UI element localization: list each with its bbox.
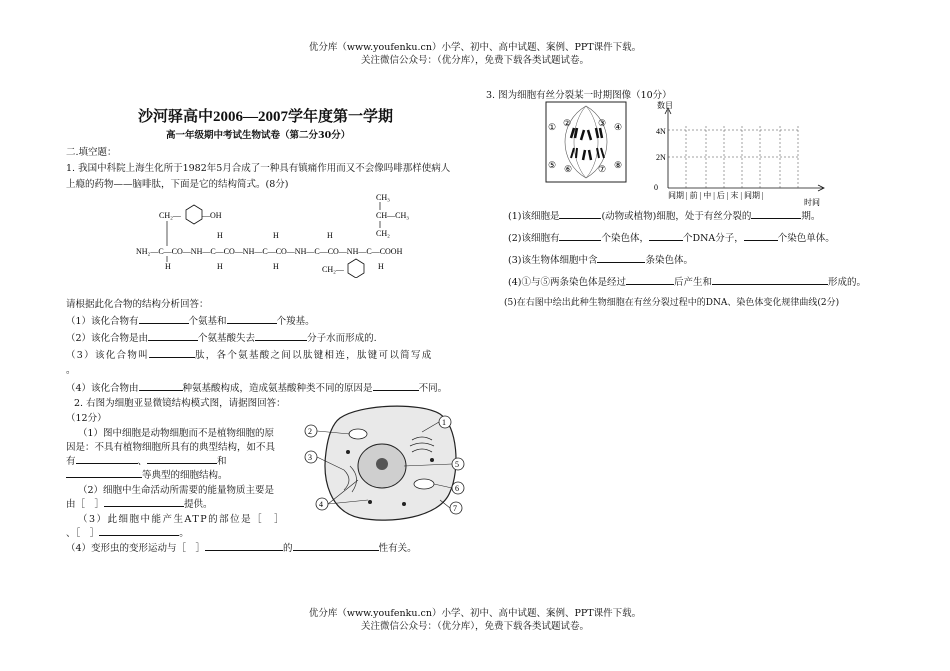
graph-tick-4n: 4N bbox=[656, 127, 666, 136]
mitosis-label-7: ⑦ bbox=[598, 164, 607, 174]
nucleolus bbox=[376, 458, 388, 470]
q1-s1-c: 个羧基。 bbox=[276, 316, 315, 327]
q2-s4 bbox=[66, 540, 417, 554]
graph-x-label: 时间 bbox=[804, 198, 820, 206]
q2-s1-d bbox=[66, 467, 228, 481]
q1-s1-blank2[interactable] bbox=[227, 323, 277, 324]
mitosis-label-2: ② bbox=[563, 118, 572, 128]
q2-s3-b-a: 、［ ］ bbox=[66, 528, 100, 539]
q3-s1-c: 期。 bbox=[801, 211, 821, 222]
q1-s2-a: （2）该化合物是由 bbox=[66, 333, 149, 344]
q1-sub3 bbox=[66, 347, 433, 361]
mitosis-label-6: ⑥ bbox=[564, 164, 573, 174]
benzene-ring-1 bbox=[186, 205, 202, 224]
exam-subtitle: 高一年级期中考试生物试卷（第二分30分） bbox=[166, 130, 351, 141]
q1-s1-blank1[interactable] bbox=[139, 323, 189, 324]
q1-s3-b: 肽，各个氨基酸之间以肽键相连，肽键可以简写成 bbox=[194, 350, 433, 361]
graph-tick-2n: 2N bbox=[656, 153, 666, 162]
footer-line-2: 关注微信公众号：（优分库），免费下载各类试题试卷。 bbox=[360, 621, 589, 632]
mitosis-label-1: ① bbox=[548, 122, 557, 132]
q3-s1-b: (动物或植物)细胞，处于有丝分裂的 bbox=[601, 211, 752, 222]
q3-s1-a: (1)该细胞是 bbox=[508, 211, 560, 222]
formula-r4: CH₂— bbox=[322, 265, 344, 274]
q1-s4-a: （4）该化合物由 bbox=[66, 383, 139, 394]
q2-s3-b bbox=[66, 525, 189, 539]
q2-s4-c: 性有关。 bbox=[378, 543, 417, 554]
cell-label-6: 6 bbox=[455, 484, 459, 493]
q3-s3-b: 条染色体。 bbox=[645, 255, 693, 266]
mitosis-label-4: ④ bbox=[614, 122, 623, 132]
q3-sub1 bbox=[508, 208, 820, 222]
q2-s1-b: 因是：不具有植物细胞所具有的典型结构，如不具 bbox=[66, 442, 276, 453]
q2-s1-c-c: 和 bbox=[217, 456, 227, 467]
header-line-1: 优分库（www.youfenku.cn）小学、初中、高中试题、案例、PPT课件下载。 bbox=[308, 42, 642, 53]
q1-sub1 bbox=[66, 313, 315, 327]
q3-s3-a: (3)该生物体细胞中含 bbox=[508, 255, 598, 266]
q2-intro-b: （12分） bbox=[66, 413, 107, 424]
mitosis-cell-image bbox=[544, 100, 628, 184]
q1-s4-c: 不同。 bbox=[418, 383, 448, 394]
q1-s3-blank1[interactable] bbox=[149, 357, 195, 358]
q1-s4-b: 种氨基酸构成，造成氨基酸种类不同的原因是 bbox=[182, 383, 373, 394]
formula-h5-bot: H bbox=[378, 262, 384, 271]
q1-intro-b: 上瘾的药物——脑啡肽，下面是它的结构简式。(8分) bbox=[66, 179, 289, 190]
q2-s2-blank[interactable] bbox=[104, 506, 184, 507]
q3-intro: 3. 图为细胞有丝分裂某一时期图像（10分） bbox=[486, 90, 672, 101]
q3-s2-blank2[interactable] bbox=[649, 240, 683, 241]
q1-sub4 bbox=[66, 380, 447, 394]
graph-grid bbox=[668, 126, 798, 188]
q1-intro-a: 1. 我国中科院上海生化所于1982年5月合成了一种具有镇痛作用而又不会像吗啡那样使病人 bbox=[66, 163, 451, 174]
mitosis-cell-svg bbox=[544, 100, 628, 184]
q2-s1-c-a: 有 bbox=[66, 456, 76, 467]
q2-s2-a: （2）细胞中生命活动所需要的能量物质主要是 bbox=[78, 485, 275, 496]
q2-s1-blank3[interactable] bbox=[66, 477, 142, 478]
formula-h3-bot: H bbox=[273, 262, 279, 271]
q2-intro-a: 2. 右图为细胞亚显微镜结构模式图，请据图回答： bbox=[74, 398, 286, 409]
mitosis-label-5: ⑤ bbox=[548, 160, 557, 170]
q1-s2-blank1[interactable] bbox=[148, 340, 198, 341]
q1-s2-c: 分子水而形成的. bbox=[307, 333, 377, 344]
q3-s2-blank1[interactable] bbox=[559, 240, 601, 241]
q2-s1-blank2[interactable] bbox=[147, 463, 217, 464]
q1-s3-end: 。 bbox=[66, 365, 76, 376]
q2-s2-b-b: 提供。 bbox=[184, 499, 213, 510]
footer-line-1: 优分库（www.youfenku.cn）小学、初中、高中试题、案例、PPT课件下载。 bbox=[308, 608, 642, 619]
q2-s2-b-a: 由［ ］ bbox=[66, 499, 105, 510]
q2-s1-blank1[interactable] bbox=[76, 463, 138, 464]
q3-s4-c: 形成的。 bbox=[827, 277, 866, 288]
cell-wall bbox=[546, 102, 626, 182]
section-heading: 二.填空题： bbox=[66, 147, 117, 158]
animal-cell-diagram bbox=[300, 400, 478, 528]
q2-s1-c bbox=[66, 453, 227, 467]
graph-phase-labels: 间期 | 前 | 中 | 后 | 末 | 间期 | bbox=[668, 191, 764, 200]
q3-s1-blank1[interactable] bbox=[559, 218, 601, 219]
benzene-ring-2 bbox=[348, 259, 364, 278]
q2-s4-blank1[interactable] bbox=[205, 550, 283, 551]
q3-s2-a: (2)该细胞有 bbox=[508, 233, 560, 244]
q1-s1-a: （1）该化合物有 bbox=[66, 316, 139, 327]
animal-cell-svg bbox=[300, 400, 478, 528]
q3-s2-c: 个DNA分子， bbox=[682, 233, 744, 244]
cell-label-1: 1 bbox=[442, 418, 446, 427]
mitosis-label-3: ③ bbox=[598, 118, 607, 128]
q3-sub5: (5)在右图中绘出此种生物细胞在有丝分裂过程中的DNA、染色体变化规律曲线(2分) bbox=[504, 298, 840, 308]
q2-s4-blank2[interactable] bbox=[293, 550, 379, 551]
q3-sub3 bbox=[508, 252, 693, 266]
q1-s2-blank2[interactable] bbox=[255, 340, 307, 341]
formula-h2-bot: H bbox=[217, 262, 223, 271]
q2-s4-a: （4）变形虫的变形运动与［ ］ bbox=[66, 543, 206, 554]
q2-s3-blank[interactable] bbox=[99, 535, 179, 536]
q2-s3-a: （3）此细胞中能产生ATP的部位是［ ］ bbox=[78, 514, 286, 525]
q3-s3-blank[interactable] bbox=[597, 262, 645, 263]
cell-label-3: 3 bbox=[308, 453, 312, 462]
header-line-2: 关注微信公众号：（优分库），免费下载各类试题试卷。 bbox=[360, 55, 589, 66]
q1-s4-blank2[interactable] bbox=[373, 390, 419, 391]
formula-r5-top: CH₃ bbox=[376, 193, 390, 202]
dna-chromosome-graph bbox=[648, 96, 828, 206]
mitochondrion-1 bbox=[349, 429, 367, 439]
q3-sub2 bbox=[508, 230, 835, 244]
formula-oh: —OH bbox=[202, 211, 222, 220]
cell-label-4: 4 bbox=[319, 500, 323, 509]
mitosis-label-8: ⑧ bbox=[614, 160, 623, 170]
q2-s1-d-text: 等典型的细胞结构。 bbox=[142, 470, 228, 481]
formula-h2-top: H bbox=[217, 231, 223, 240]
peptide-structure-diagram bbox=[136, 188, 456, 278]
q1-s2-b: 个氨基酸失去 bbox=[198, 333, 256, 344]
q3-s2-b: 个染色体， bbox=[601, 233, 649, 244]
formula-h4-top: H bbox=[327, 231, 333, 240]
graph-tick-0: 0 bbox=[654, 183, 658, 192]
cell-label-5: 5 bbox=[455, 460, 459, 469]
q1-sub2 bbox=[66, 330, 377, 344]
q2-s1-c-b: 、 bbox=[137, 456, 148, 467]
q3-s2-d: 个染色单体。 bbox=[777, 233, 835, 244]
formula-h1: H bbox=[165, 262, 171, 271]
q3-s4-blank1[interactable] bbox=[626, 284, 674, 285]
graph-y-title: 数目 bbox=[657, 101, 673, 110]
q3-s1-blank2[interactable] bbox=[751, 218, 801, 219]
q3-s4-blank2[interactable] bbox=[712, 284, 828, 285]
q1-s3-a: （3）该化合物叫 bbox=[66, 350, 149, 361]
peptide-structure-svg bbox=[136, 188, 456, 278]
q3-s2-blank3[interactable] bbox=[744, 240, 778, 241]
q2-s4-b: 的 bbox=[283, 543, 293, 554]
q1-s1-b: 个氨基和 bbox=[188, 316, 227, 327]
q3-s4-a: (4)①与⑤两条染色体是经过 bbox=[508, 277, 626, 288]
q1-s4-blank1[interactable] bbox=[139, 390, 183, 391]
cell-label-2: 2 bbox=[308, 427, 312, 436]
cell-label-7: 7 bbox=[453, 504, 457, 513]
graph-svg bbox=[648, 96, 828, 206]
mitochondrion-2 bbox=[414, 479, 434, 489]
formula-r1: CH₂— bbox=[159, 211, 181, 220]
q3-sub4 bbox=[508, 274, 866, 288]
formula-main-chain: NH₂—C—CO—NH—C—CO—NH—C—CO—NH—C—CO—NH—C—COOH bbox=[136, 247, 403, 256]
q2-s1-a: （1）图中细胞是动物细胞而不是植物细胞的原 bbox=[78, 428, 275, 439]
formula-r5-ch2: CH₂ bbox=[376, 229, 390, 238]
q3-s4-b: 后产生和 bbox=[673, 277, 712, 288]
q2-s3-b-b: 。 bbox=[179, 528, 189, 539]
q1-prompt: 请根据此化合物的结构分析回答： bbox=[66, 299, 209, 310]
formula-r5-mid: CH—CH₃ bbox=[376, 211, 410, 220]
q2-s2-b bbox=[66, 496, 213, 510]
exam-title: 沙河驿高中2006—2007学年度第一学期 bbox=[138, 109, 394, 125]
formula-h3-top: H bbox=[273, 231, 279, 240]
